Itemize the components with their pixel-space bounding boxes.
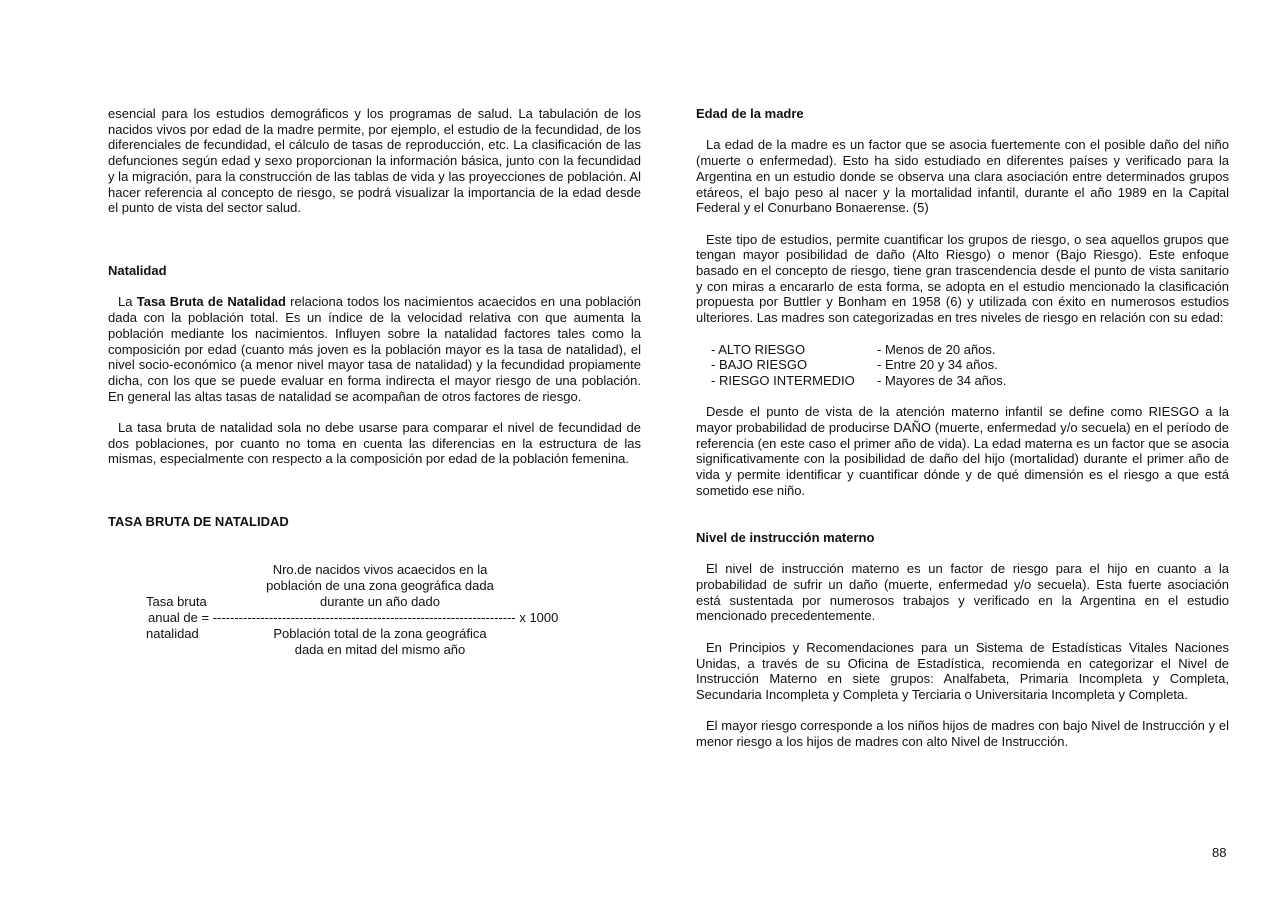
- tbn-heading: TASA BRUTA DE NATALIDAD: [108, 514, 289, 530]
- risk-label: - RIESGO INTERMEDIO: [711, 372, 855, 388]
- risk-value: - Entre 20 y 34 años.: [877, 357, 998, 373]
- edad-paragraph-2: Este tipo de estudios, permite cuantificar los grupos de riesgo, o sea aquellos grupos que tengan mayor posibilidad de daño (Alto Riesgo) o menor (Bajo Riesgo). Este enfoque basado en el concepto de riesgo, tiene gran trascendencia desde el punto de vista sanitario y con miras a encararlo de esta forma, se adopta en el estudio mencionado la clasificación propuesta por Buttler y Bonham en 1958 (6) y utilizada con éxito en numerosos estudios ulteriores. Las madres son categorizadas en tres niveles de riesgo en relación con su edad:: [696, 231, 1229, 326]
- formula-numerator-1: Nro.de nacidos vivos acaecidos en la: [272, 561, 488, 577]
- formula-label-3: natalidad: [146, 625, 199, 641]
- intro-paragraph: esencial para los estudios demográficos y los programas de salud. La tabulación de los nacidos vivos por edad de la madre permite, por ejemplo, el estudio de la fecundidad, de los diferenciales de fecundidad, el cálculo de tasas de reproducción, etc. La clasificación de las defunciones según edad y sexo proporcionan la información básica, junto con la fecundidad y la migración, para la construcción de las tablas de vida y las proyecciones de población. Al hacer referencia al concepto de riesgo, se podrá visualizar la importancia de la edad desde el punto de vista del sector salud.: [108, 106, 641, 216]
- nivel-paragraph-1: El nivel de instrucción materno es un factor de riesgo para el hijo en cuanto a la probabilidad de sufrir un daño (muerte, enfermedad y/o secuela). Esta fuerte asociación está sustentada por numerosos trabajos y verificado en la Argentina en el estudio mencionado precedentemente.: [696, 561, 1229, 624]
- formula-denominator-2: dada en mitad del mismo año: [294, 641, 466, 657]
- risk-value: - Menos de 20 años.: [877, 341, 996, 357]
- nivel-heading: Nivel de instrucción materno: [696, 529, 875, 545]
- natalidad-paragraph-2: La tasa bruta de natalidad sola no debe usarse para comparar el nivel de fecundidad de dos poblaciones, por cuanto no toma en cuenta las diferencias en la estructura de las mismas, especialmente con respecto a la composición por edad de la población femenina.: [108, 420, 641, 467]
- risk-item: [711, 357, 1229, 373]
- edad-heading: Edad de la madre: [696, 106, 804, 121]
- risk-label: - BAJO RIESGO: [711, 357, 808, 373]
- nivel-paragraph-3: El mayor riesgo corresponde a los niños hijos de madres con bajo Nivel de Instrucción y el menor riesgo a los hijos de madres con alto Nivel de Instrucción.: [696, 718, 1229, 749]
- right-column: [696, 106, 1229, 750]
- risk-item: [711, 373, 1229, 389]
- risk-item: [711, 342, 1229, 358]
- formula-numerator-3: durante un año dado: [320, 593, 440, 609]
- formula-denominator-1: Población total de la zona geográfica: [273, 625, 487, 641]
- risk-list: [711, 342, 1229, 389]
- left-column: [108, 106, 642, 657]
- natalidad-heading: Natalidad: [108, 263, 167, 278]
- formula-label-2: anual de = ---------------------------------------------------------------------- x 1000: [148, 609, 559, 625]
- risk-label: - ALTO RIESGO: [711, 341, 806, 357]
- formula-label-1: Tasa bruta: [146, 593, 207, 609]
- tasa-bruta-bold: Tasa Bruta de Natalidad: [136, 294, 286, 310]
- tbn-formula: [108, 538, 641, 657]
- edad-paragraph-1: La edad de la madre es un factor que se asocia fuertemente con el posible daño del niño (muerte o enfermedad). Esto ha sido estudiado en diferentes países y verificado para la Argentina en un estudio donde se observa una clara asociación entre determinados grupos etáreos, el bajo peso al nacer y la mortalidad infantil, durante el año 1989 en la Capital Federal y el Conurbano Bonaerense. (5): [696, 137, 1229, 216]
- page-number: 88: [1212, 845, 1227, 860]
- risk-value: - Mayores de 34 años.: [877, 372, 1007, 388]
- natalidad-paragraph-1: La Tasa Bruta de Natalidad relaciona todos los nacimientos acaecidos en una población dada con la población total. Es un índice de la velocidad relativa con que aumenta la población mediante los nacimientos. Influyen sobre la natalidad factores tales como la composición por edad (cuanto más joven es la población mayor es la tasa de natalidad), el nivel socio-económico (a menor nivel mayor tasa de natalidad) y la fecundidad propiamente dicha, con los que se puede evaluar en forma indirecta el mayor riesgo de una población. En general las altas tasas de natalidad se acompañan de otros factores de riesgo.: [108, 294, 642, 404]
- edad-paragraph-3: Desde el punto de vista de la atención materno infantil se define como RIESGO a la mayor probabilidad de producirse DAÑO (muerte, enfermedad y/o secuela) en el período de referencia (en este caso el primer año de vida). La edad materna es un factor que se asocia significativamente con la posibilidad de daño del hijo (mortalidad) durante el primer año de vida y permite identificar y cuantificar dónde y de qué dimensión es el riesgo a que está sometido ese niño.: [696, 404, 1229, 498]
- formula-numerator-2: población de una zona geográfica dada: [266, 577, 494, 593]
- nivel-paragraph-2: En Principios y Recomendaciones para un Sistema de Estadísticas Vitales Naciones Unidas, a través de su Oficina de Estadística, recomienda en categorizar el Nivel de Instrucción Materno en siete grupos: Analfabeta, Primaria Incompleta y Completa, Secundaria Incompleta y Completa y Terciaria o Universitaria Incompleta y Completa.: [696, 639, 1229, 702]
